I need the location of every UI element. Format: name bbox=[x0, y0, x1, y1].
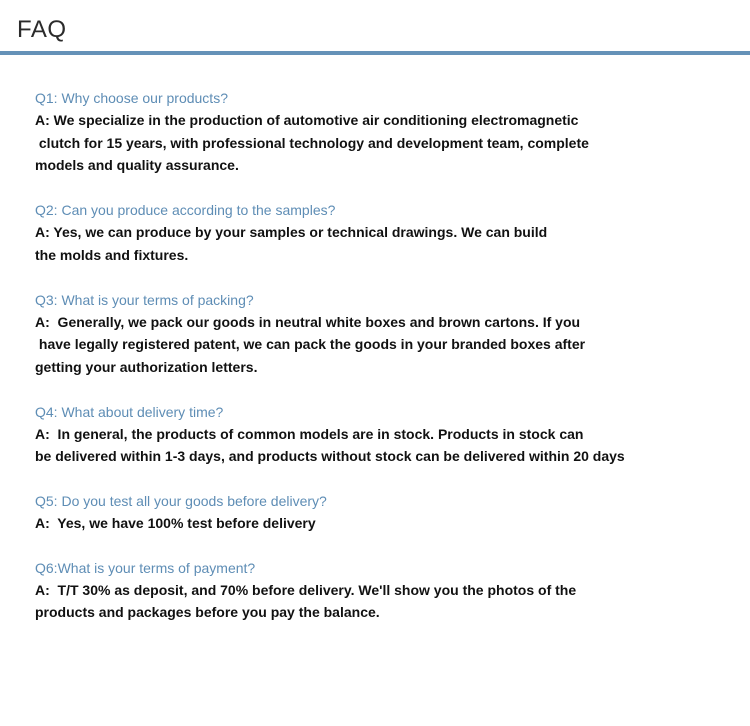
faq-answer-line: be delivered within 1-3 days, and products without stock can be delivered within 20 days bbox=[35, 448, 625, 465]
faq-question: Q3: What is your terms of packing? bbox=[35, 291, 254, 308]
faq-answer-line: A: Yes, we have 100% test before delivery bbox=[35, 515, 316, 532]
faq-answer-line: products and packages before you pay the balance. bbox=[35, 604, 380, 621]
faq-question: Q6:What is your terms of payment? bbox=[35, 559, 256, 576]
page-header bbox=[0, 0, 750, 55]
faq-question: Q4: What about delivery time? bbox=[35, 403, 224, 420]
faq-answer-line: getting your authorization letters. bbox=[35, 358, 258, 375]
faq-answer-line: A: In general, the products of common models are in stock. Products in stock can bbox=[35, 425, 584, 442]
faq-question: Q2: Can you produce according to the samples? bbox=[35, 202, 336, 219]
faq-list bbox=[35, 87, 735, 646]
faq-answer-line: clutch for 15 years, with professional technology and development team, complete bbox=[35, 134, 589, 151]
faq-question: Q5: Do you test all your goods before delivery? bbox=[35, 493, 327, 510]
faq-item-2 bbox=[35, 199, 735, 266]
faq-answer-line: models and quality assurance. bbox=[35, 157, 239, 174]
faq-answer-line: the molds and fixtures. bbox=[35, 246, 189, 263]
faq-answer-line: A: T/T 30% as deposit, and 70% before delivery. We'll show you the photos of the bbox=[35, 581, 577, 598]
faq-question: Q1: Why choose our products? bbox=[35, 90, 228, 106]
faq-answer-line: A: Yes, we can produce by your samples or technical drawings. We can build bbox=[35, 224, 548, 241]
faq-answer-line: A: We specialize in the production of automotive air conditioning electromagnetic bbox=[35, 112, 579, 128]
faq-item-1 bbox=[35, 87, 735, 177]
faq-item-5 bbox=[35, 490, 735, 535]
page-title: FAQ bbox=[17, 16, 67, 43]
faq-item-4 bbox=[35, 401, 735, 468]
header-divider bbox=[0, 51, 750, 55]
faq-answer-line: A: Generally, we pack our goods in neutral white boxes and brown cartons. If you bbox=[35, 313, 581, 330]
faq-item-3 bbox=[35, 289, 735, 379]
faq-answer-line: have legally registered patent, we can pack the goods in your branded boxes after bbox=[35, 336, 586, 353]
faq-item-6 bbox=[35, 557, 735, 624]
